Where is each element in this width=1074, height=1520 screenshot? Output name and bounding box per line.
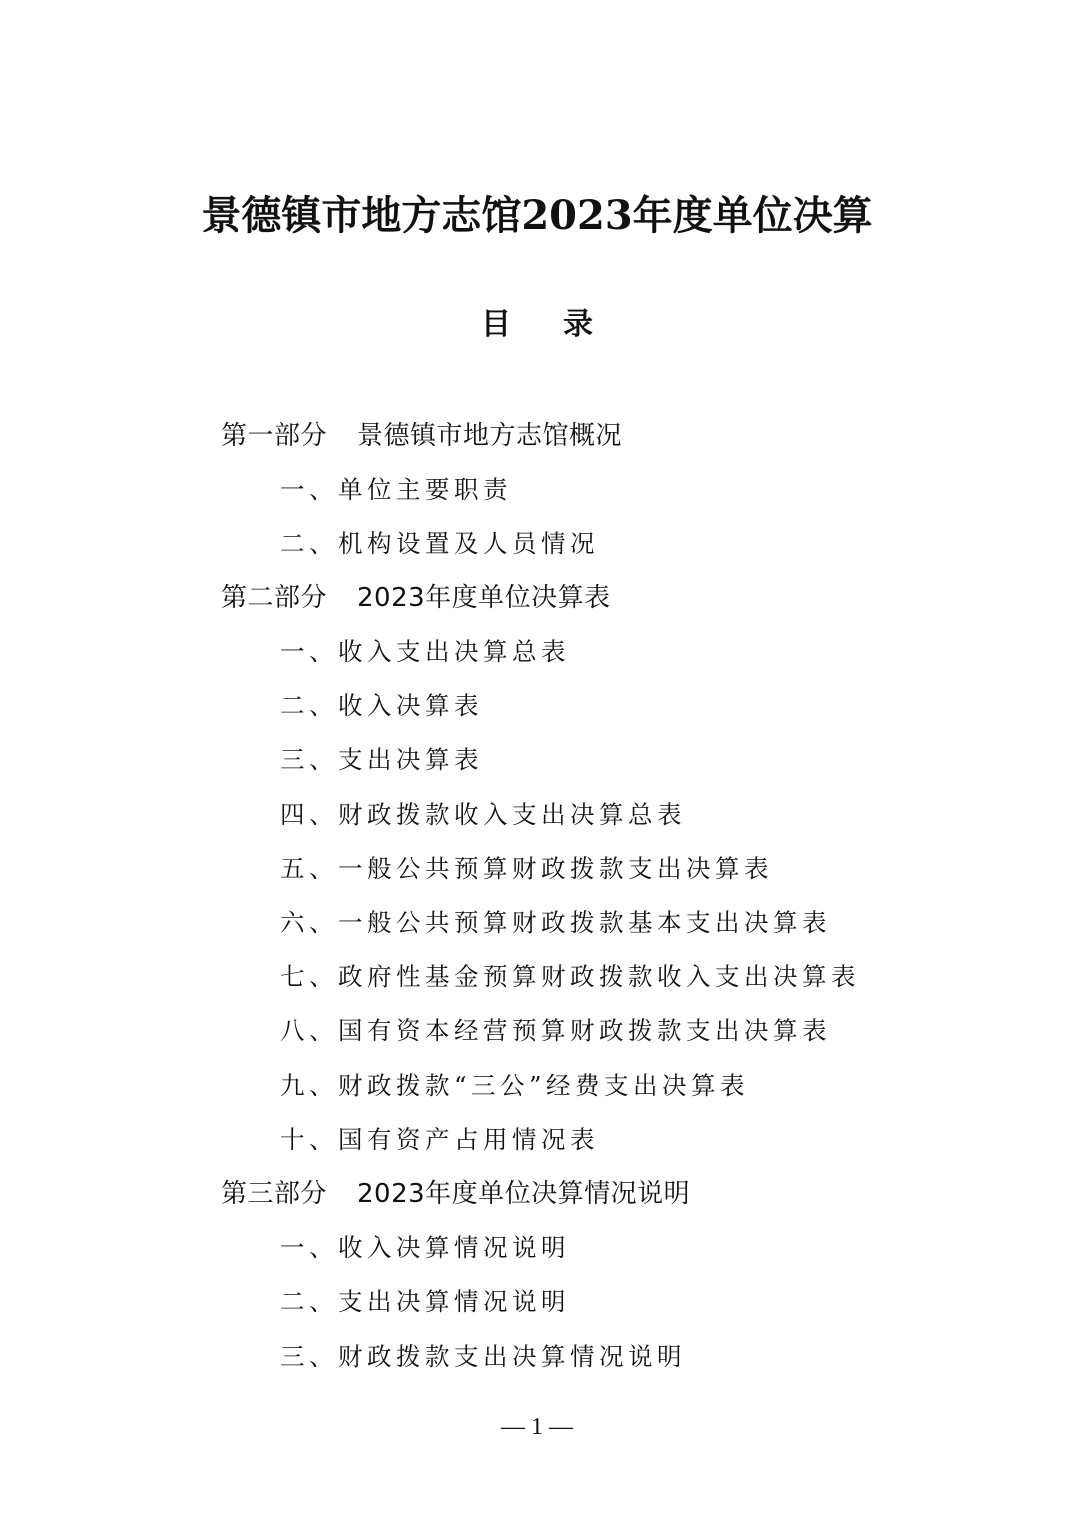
toc-item-fiscal-summary[interactable]: 四、财政拨款收入支出决算总表 [280,800,686,829]
toc-item-expense-table[interactable]: 三、支出决算表 [280,745,483,774]
toc-item-organization-staffing[interactable]: 二、机构设置及人员情况 [280,529,599,558]
toc-item-income-expense-summary[interactable]: 一、收入支出决算总表 [280,637,570,666]
toc-part-number: 第一部分 [221,421,328,451]
toc-part-title: 2023年度单位决算情况说明 [357,1179,691,1209]
toc-part-3[interactable] [221,1174,690,1214]
toc-item-income-table[interactable]: 二、收入决算表 [280,691,483,720]
toc-item-unit-duties[interactable]: 一、单位主要职责 [280,475,512,504]
toc-item-three-public-expenses[interactable]: 九、财政拨款“三公”经费支出决算表 [280,1071,750,1100]
toc-item-general-budget-expense[interactable]: 五、一般公共预算财政拨款支出决算表 [280,854,773,883]
toc-item-state-assets[interactable]: 十、国有资产占用情况表 [280,1125,599,1154]
toc-item-state-capital[interactable]: 八、国有资本经营预算财政拨款支出决算表 [280,1016,831,1045]
toc-part-number: 第三部分 [221,1179,328,1209]
toc-part-1[interactable] [221,416,622,456]
toc-part-2[interactable] [221,578,611,618]
toc-part-title: 2023年度单位决算表 [357,583,611,613]
page-number: — 1 — [501,1414,573,1440]
toc-part-number: 第二部分 [221,583,328,613]
toc-part-title: 景德镇市地方志馆概况 [357,421,623,451]
toc-item-expense-explanation[interactable]: 二、支出决算情况说明 [280,1287,570,1316]
toc-heading: 目录 [481,307,645,342]
toc-item-government-fund[interactable]: 七、政府性基金预算财政拨款收入支出决算表 [280,962,860,991]
toc-item-fiscal-expense-explanation[interactable]: 三、财政拨款支出决算情况说明 [280,1342,686,1371]
toc-item-general-budget-basic-expense[interactable]: 六、一般公共预算财政拨款基本支出决算表 [280,908,831,937]
toc-item-income-explanation[interactable]: 一、收入决算情况说明 [280,1233,570,1262]
document-title: 景德镇市地方志馆2023年度单位决算 [201,192,873,239]
